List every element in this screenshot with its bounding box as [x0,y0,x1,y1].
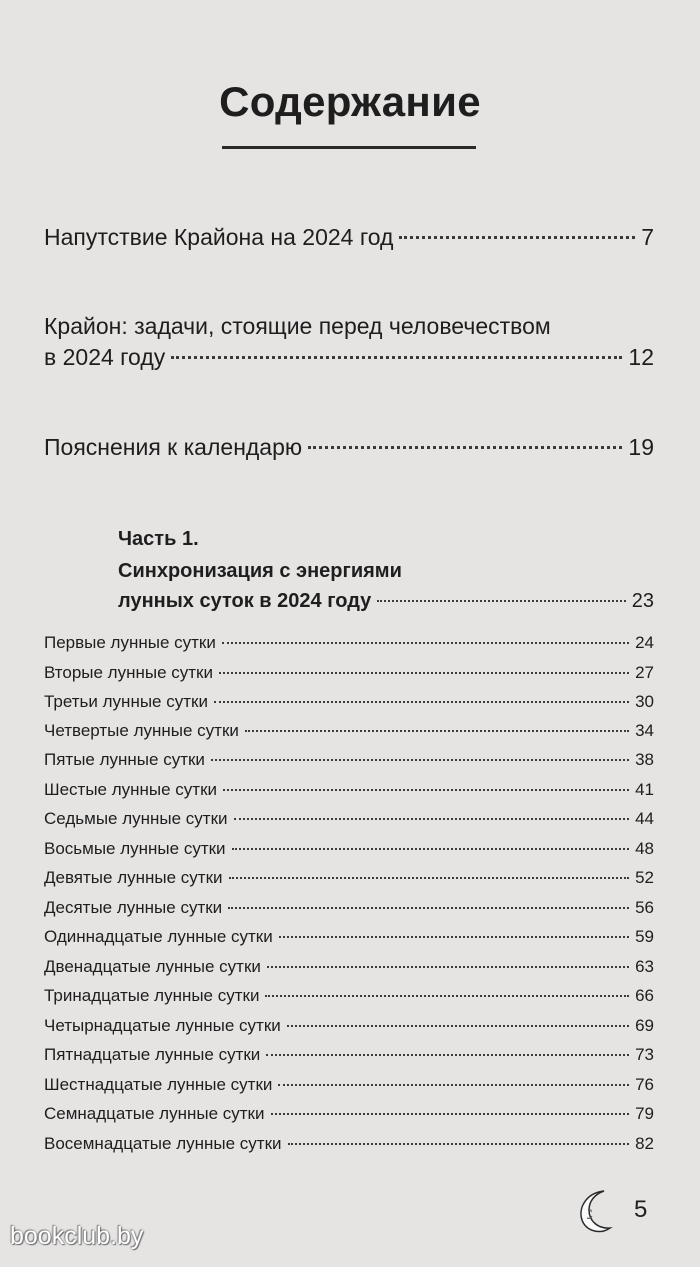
dot-leader [232,848,630,850]
toc-item-text: Тринадцатые лунные сутки [44,986,260,1005]
dot-leader [229,877,630,879]
toc-item-text: Девятые лунные сутки [44,868,223,887]
toc-item-page: 27 [635,663,654,682]
toc-item-page: 66 [635,986,654,1005]
toc-entry-page: 19 [628,434,654,460]
toc-item [44,1104,654,1128]
toc-item-page: 24 [635,633,654,652]
toc-item [44,1045,654,1069]
dot-leader [245,730,629,732]
toc-entry-text: Пояснения к календарю [44,434,303,460]
title-underline [222,146,476,149]
toc-entry-text: в 2024 году [44,344,166,370]
toc-entry-kryon-tasks-line1 [44,313,551,340]
dot-leader [266,1054,629,1056]
toc-item [44,957,654,981]
dot-leader [214,701,629,703]
toc-item [44,1016,654,1040]
part-entry [118,590,654,613]
dot-leader [377,600,625,602]
dot-leader [271,1113,630,1115]
dot-leader [278,1084,629,1086]
toc-item-page: 63 [635,957,654,976]
toc-item [44,986,654,1010]
toc-item [44,692,654,716]
toc-entry-kryon-farewell [44,224,654,251]
toc-item-text: Третьи лунные сутки [44,692,208,711]
dot-leader [211,759,629,761]
toc-item-text: Восемнадцатые лунные сутки [44,1134,282,1153]
watermark: bookclub.by [10,1222,144,1250]
toc-entry-page: 12 [628,344,654,370]
toc-item-text: Первые лунные сутки [44,633,216,652]
toc-item-text: Семнадцатые лунные сутки [44,1104,265,1123]
toc-item [44,927,654,951]
toc-item-text: Восьмые лунные сутки [44,839,226,858]
toc-entry-kryon-tasks [44,344,654,371]
page-title: Содержание [219,78,481,125]
toc-item [44,1134,654,1158]
part-title-line2: лунных суток в 2024 году [118,590,372,612]
toc-item [44,898,654,922]
toc-item-text: Четырнадцатые лунные сутки [44,1016,281,1035]
part-page: 23 [631,590,654,612]
toc-entry-calendar-notes [44,434,654,461]
toc-item-page: 41 [635,780,654,799]
toc-item-text: Пятнадцатые лунные сутки [44,1045,261,1064]
dot-leader [399,236,635,239]
dot-leader [288,1143,630,1145]
toc-item [44,633,654,657]
toc-item [44,809,654,833]
toc-item-page: 69 [635,1016,654,1035]
toc-item [44,1075,654,1099]
toc-item-page: 44 [635,809,654,828]
crescent-moon-icon [576,1188,618,1234]
toc-item-page: 30 [635,692,654,711]
toc-item-text: Одиннадцатые лунные сутки [44,927,273,946]
dot-leader [287,1025,629,1027]
dot-leader [265,995,629,997]
toc-item-page: 76 [635,1075,654,1094]
dot-leader [222,642,629,644]
toc-item-page: 48 [635,839,654,858]
toc-item [44,721,654,745]
dot-leader [267,966,629,968]
toc-item-text: Пятые лунные сутки [44,750,205,769]
toc-item [44,663,654,687]
toc-item-page: 82 [635,1134,654,1153]
toc-item-text: Шестнадцатые лунные сутки [44,1075,273,1094]
part-label: Часть 1. [118,528,199,550]
toc-item-page: 52 [635,868,654,887]
toc-item-page: 56 [635,898,654,917]
toc-item-page: 73 [635,1045,654,1064]
toc-item-text: Седьмые лунные сутки [44,809,228,828]
toc-item-text: Четвертые лунные сутки [44,721,239,740]
toc-item-text: Двенадцатые лунные сутки [44,957,261,976]
toc-entry-text: Напутствие Крайона на 2024 год [44,224,394,250]
dot-leader [308,446,622,449]
page-number: 5 [634,1196,648,1223]
toc-item-text: Десятые лунные сутки [44,898,223,917]
part-title-line1: Синхронизация с энергиями [118,560,402,582]
toc-item-text: Шестые лунные сутки [44,780,218,799]
toc-item [44,750,654,774]
dot-leader [279,936,629,938]
toc-item [44,839,654,863]
dot-leader [228,907,629,909]
dot-leader [234,818,630,820]
dot-leader [219,672,629,674]
toc-item-page: 34 [635,721,654,740]
dot-leader [223,789,629,791]
dot-leader [171,356,622,359]
toc-item-page: 79 [635,1104,654,1123]
toc-item [44,868,654,892]
toc-item-page: 38 [635,750,654,769]
toc-entry-text: Крайон: задачи, стоящие перед человечеством [44,313,551,339]
toc-item-text: Вторые лунные сутки [44,663,213,682]
toc-entry-page: 7 [641,224,654,250]
toc-item-page: 59 [635,927,654,946]
toc-item [44,780,654,804]
